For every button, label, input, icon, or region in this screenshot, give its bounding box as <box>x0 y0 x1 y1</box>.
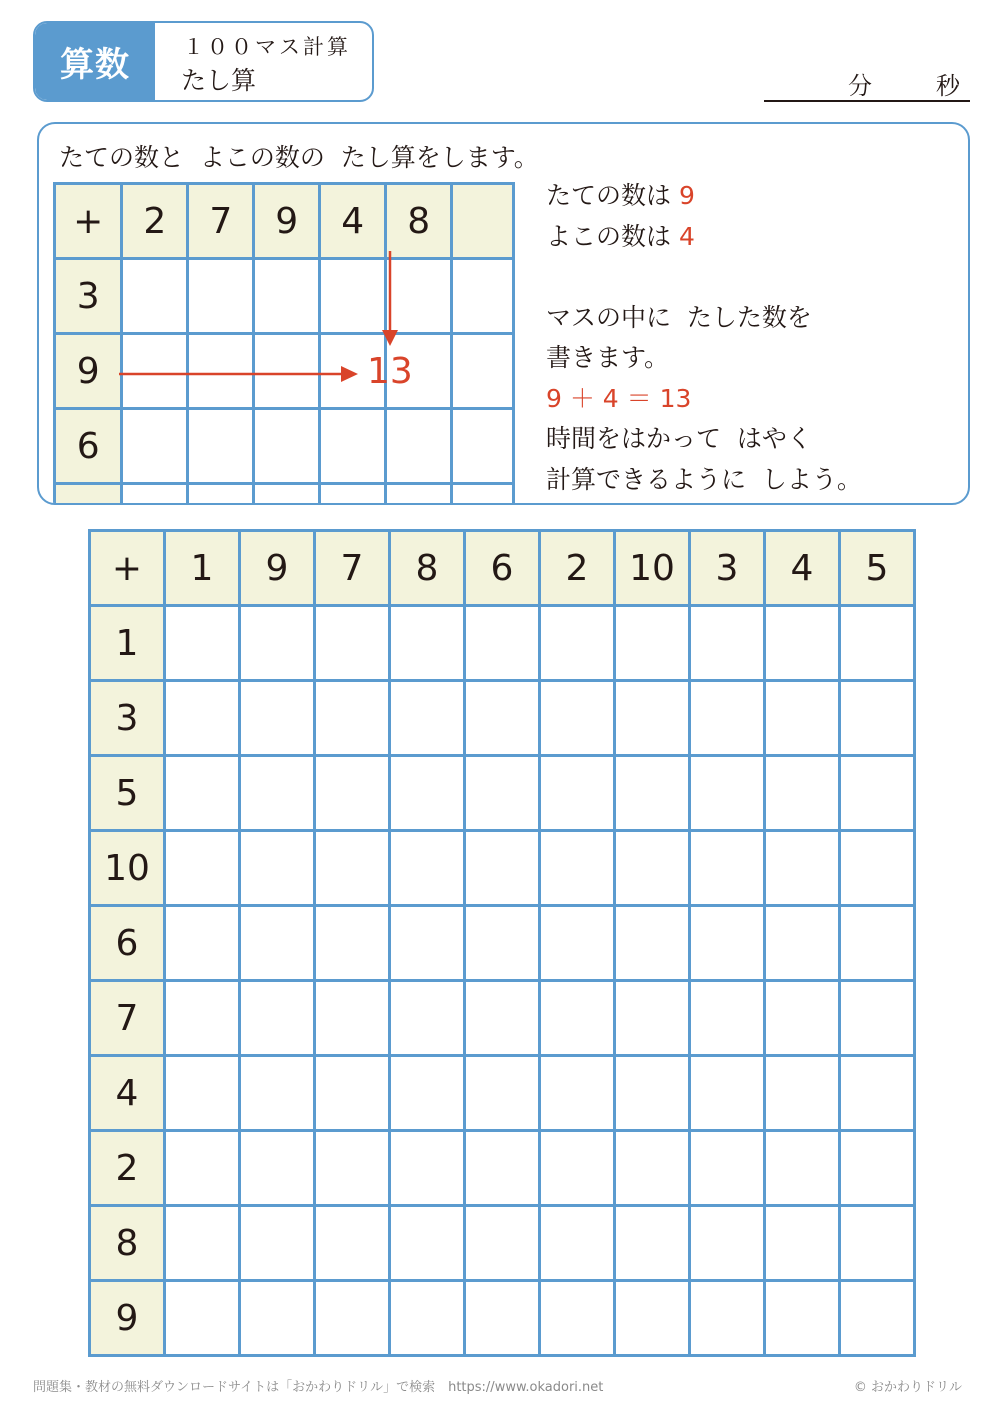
explain-vertical-value: 9 <box>678 181 695 210</box>
answer-cell[interactable] <box>165 1281 240 1356</box>
example-cell <box>122 259 188 334</box>
worksheet-grid <box>88 529 916 1357</box>
answer-cell[interactable] <box>315 831 390 906</box>
example-answer: 13 <box>367 351 413 392</box>
answer-cell[interactable] <box>690 681 765 756</box>
row-header: 4 <box>90 1056 165 1131</box>
answer-cell[interactable] <box>315 1206 390 1281</box>
answer-cell[interactable] <box>615 756 690 831</box>
answer-cell[interactable] <box>390 1281 465 1356</box>
answer-cell[interactable] <box>465 756 540 831</box>
answer-cell[interactable] <box>465 1056 540 1131</box>
answer-cell[interactable] <box>315 906 390 981</box>
answer-cell[interactable] <box>765 1131 840 1206</box>
example-cell <box>122 409 188 484</box>
explain-equation: 9 ＋ 4 ＝ 13 <box>546 383 692 413</box>
answer-cell[interactable] <box>390 1206 465 1281</box>
answer-cell[interactable] <box>390 1131 465 1206</box>
answer-cell[interactable] <box>390 906 465 981</box>
answer-cell[interactable] <box>840 981 915 1056</box>
answer-cell[interactable] <box>165 981 240 1056</box>
answer-cell[interactable] <box>315 606 390 681</box>
table-row <box>90 981 915 1056</box>
answer-cell[interactable] <box>165 1131 240 1206</box>
answer-cell[interactable] <box>465 606 540 681</box>
explain-line3: マスの中に たした数を <box>546 302 812 332</box>
example-cell <box>386 484 452 506</box>
answer-cell[interactable] <box>765 756 840 831</box>
example-row-header: 9 <box>55 334 122 409</box>
answer-cell[interactable] <box>240 906 315 981</box>
answer-cell[interactable] <box>765 681 840 756</box>
row-header: 1 <box>90 606 165 681</box>
answer-cell[interactable] <box>615 1131 690 1206</box>
answer-cell[interactable] <box>240 1206 315 1281</box>
answer-cell[interactable] <box>465 831 540 906</box>
answer-cell[interactable] <box>540 831 615 906</box>
answer-cell[interactable] <box>765 1206 840 1281</box>
answer-cell[interactable] <box>615 1206 690 1281</box>
answer-cell[interactable] <box>165 906 240 981</box>
answer-cell[interactable] <box>315 1281 390 1356</box>
instruction-panel <box>37 122 970 505</box>
answer-cell[interactable] <box>615 606 690 681</box>
footer-site-info: 問題集・教材の無料ダウンロードサイトは「おかわりドリル」で検索 https://www.okadori.net <box>33 1380 604 1395</box>
minutes-label: 分 <box>848 72 872 100</box>
answer-cell[interactable] <box>540 756 615 831</box>
table-row <box>90 606 915 681</box>
example-row-header: 3 <box>55 259 122 334</box>
table-row <box>90 1281 915 1356</box>
example-col-header: 4 <box>320 184 386 259</box>
answer-cell[interactable] <box>540 681 615 756</box>
answer-cell[interactable] <box>240 606 315 681</box>
header-row <box>90 531 915 606</box>
example-row-header: 6 <box>55 409 122 484</box>
answer-cell[interactable] <box>390 981 465 1056</box>
answer-cell[interactable] <box>540 1056 615 1131</box>
example-cell <box>254 484 320 506</box>
example-cell <box>452 259 514 334</box>
answer-cell[interactable] <box>615 981 690 1056</box>
answer-cell[interactable] <box>765 1281 840 1356</box>
explain-horizontal-value: 4 <box>678 221 695 251</box>
example-cell <box>188 484 254 506</box>
operator-cell: + <box>90 531 165 606</box>
column-header: 8 <box>390 531 465 606</box>
answer-cell[interactable] <box>240 756 315 831</box>
answer-cell[interactable] <box>240 1131 315 1206</box>
answer-cell[interactable] <box>465 981 540 1056</box>
example-table <box>53 182 515 505</box>
example-cell <box>254 334 320 409</box>
example-col-header: 7 <box>188 184 254 259</box>
answer-cell[interactable] <box>240 1281 315 1356</box>
answer-cell[interactable] <box>765 906 840 981</box>
answer-cell[interactable] <box>690 906 765 981</box>
answer-cell[interactable] <box>240 681 315 756</box>
column-header: 9 <box>240 531 315 606</box>
column-header: 6 <box>465 531 540 606</box>
example-operator-cell: + <box>55 184 122 259</box>
table-row <box>90 1206 915 1281</box>
answer-cell[interactable] <box>690 1056 765 1131</box>
explain-line1: たての数は <box>546 181 679 210</box>
answer-cell[interactable] <box>540 906 615 981</box>
table-row <box>90 1056 915 1131</box>
example-col-header: 9 <box>254 184 320 259</box>
example-grid <box>53 182 515 505</box>
answer-cell[interactable] <box>465 906 540 981</box>
column-header: 2 <box>540 531 615 606</box>
example-cell <box>122 334 188 409</box>
example-col-header <box>452 184 514 259</box>
answer-cell[interactable] <box>240 1056 315 1131</box>
example-cell <box>188 259 254 334</box>
answer-cell[interactable] <box>690 1281 765 1356</box>
explain-line6: 時間をはかって はやく <box>546 424 812 453</box>
footer-copyright: © おかわりドリル <box>853 1380 962 1395</box>
answer-cell[interactable] <box>840 831 915 906</box>
answer-cell[interactable] <box>390 681 465 756</box>
column-header: 4 <box>765 531 840 606</box>
answer-cell[interactable] <box>465 1131 540 1206</box>
answer-cell[interactable] <box>840 1131 915 1206</box>
answer-cell[interactable] <box>765 831 840 906</box>
answer-cell[interactable] <box>165 1206 240 1281</box>
table-row <box>90 756 915 831</box>
table-row <box>90 831 915 906</box>
column-header: 7 <box>315 531 390 606</box>
answer-cell[interactable] <box>165 681 240 756</box>
answer-cell[interactable] <box>840 756 915 831</box>
answer-cell[interactable] <box>390 1056 465 1131</box>
answer-cell[interactable] <box>540 606 615 681</box>
answer-cell[interactable] <box>615 831 690 906</box>
title-box <box>33 21 374 102</box>
example-cell <box>254 259 320 334</box>
answer-cell[interactable] <box>690 1131 765 1206</box>
row-header: 2 <box>90 1131 165 1206</box>
example-cell <box>254 409 320 484</box>
answer-cell[interactable] <box>315 1056 390 1131</box>
example-col-header: 8 <box>386 184 452 259</box>
row-header: 5 <box>90 756 165 831</box>
answer-cell[interactable] <box>690 756 765 831</box>
answer-cell[interactable] <box>615 1281 690 1356</box>
answer-cell[interactable] <box>840 1056 915 1131</box>
answer-cell[interactable] <box>690 981 765 1056</box>
answer-cell[interactable] <box>840 906 915 981</box>
row-header: 10 <box>90 831 165 906</box>
answer-cell[interactable] <box>840 1206 915 1281</box>
row-header: 8 <box>90 1206 165 1281</box>
answer-cell[interactable] <box>315 756 390 831</box>
explain-line7: 計算できるように しよう。 <box>546 464 862 494</box>
example-cell <box>386 259 452 334</box>
answer-cell[interactable] <box>840 1281 915 1356</box>
answer-cell[interactable] <box>465 681 540 756</box>
answer-cell[interactable] <box>240 831 315 906</box>
row-header: 6 <box>90 906 165 981</box>
row-header: 3 <box>90 681 165 756</box>
answer-cell[interactable] <box>840 681 915 756</box>
time-record-field[interactable] <box>764 64 970 102</box>
explain-line2: よこの数は <box>546 221 679 251</box>
answer-cell[interactable] <box>540 1206 615 1281</box>
answer-cell[interactable] <box>240 981 315 1056</box>
example-cell <box>386 409 452 484</box>
example-cell <box>320 409 386 484</box>
answer-cell[interactable] <box>765 606 840 681</box>
table-row <box>90 1131 915 1206</box>
answer-cell[interactable] <box>540 1281 615 1356</box>
explanation-text <box>546 176 862 500</box>
column-header: 1 <box>165 531 240 606</box>
answer-cell[interactable] <box>765 981 840 1056</box>
answer-cell[interactable] <box>165 831 240 906</box>
column-header: 5 <box>840 531 915 606</box>
example-row-header <box>55 484 122 506</box>
example-cell <box>320 259 386 334</box>
example-cell <box>188 409 254 484</box>
answer-cell[interactable] <box>165 1056 240 1131</box>
explain-line4: 書きます。 <box>546 343 670 372</box>
worksheet-table <box>88 529 916 1357</box>
table-row <box>90 906 915 981</box>
example-cell <box>320 484 386 506</box>
example-cell <box>452 409 514 484</box>
answer-cell[interactable] <box>465 1206 540 1281</box>
answer-cell[interactable] <box>315 681 390 756</box>
answer-cell[interactable] <box>540 1131 615 1206</box>
answer-cell[interactable] <box>765 1056 840 1131</box>
answer-cell[interactable] <box>390 756 465 831</box>
answer-cell[interactable] <box>390 831 465 906</box>
table-row <box>90 681 915 756</box>
answer-cell[interactable] <box>465 1281 540 1356</box>
answer-cell[interactable] <box>615 1056 690 1131</box>
column-header: 10 <box>615 531 690 606</box>
answer-cell[interactable] <box>690 606 765 681</box>
worksheet-type: １００マス計算 <box>183 35 351 59</box>
worksheet-title: たし算 <box>181 66 257 95</box>
answer-cell[interactable] <box>540 981 615 1056</box>
answer-cell[interactable] <box>315 981 390 1056</box>
column-header: 3 <box>690 531 765 606</box>
example-cell <box>452 484 514 506</box>
answer-cell[interactable] <box>615 906 690 981</box>
answer-cell[interactable] <box>690 1206 765 1281</box>
answer-cell[interactable] <box>315 1131 390 1206</box>
answer-cell[interactable] <box>690 831 765 906</box>
answer-cell[interactable] <box>840 606 915 681</box>
subject-tag: 算数 <box>35 23 155 100</box>
answer-cell[interactable] <box>165 606 240 681</box>
answer-cell[interactable] <box>390 606 465 681</box>
answer-cell[interactable] <box>165 756 240 831</box>
answer-cell[interactable] <box>615 681 690 756</box>
example-cell <box>188 334 254 409</box>
seconds-label: 秒 <box>936 72 960 100</box>
row-header: 9 <box>90 1281 165 1356</box>
example-cell <box>452 334 514 409</box>
example-cell <box>122 484 188 506</box>
instruction-heading: たての数と よこの数の たし算をします。 <box>59 143 539 172</box>
row-header: 7 <box>90 981 165 1056</box>
example-col-header: 2 <box>122 184 188 259</box>
